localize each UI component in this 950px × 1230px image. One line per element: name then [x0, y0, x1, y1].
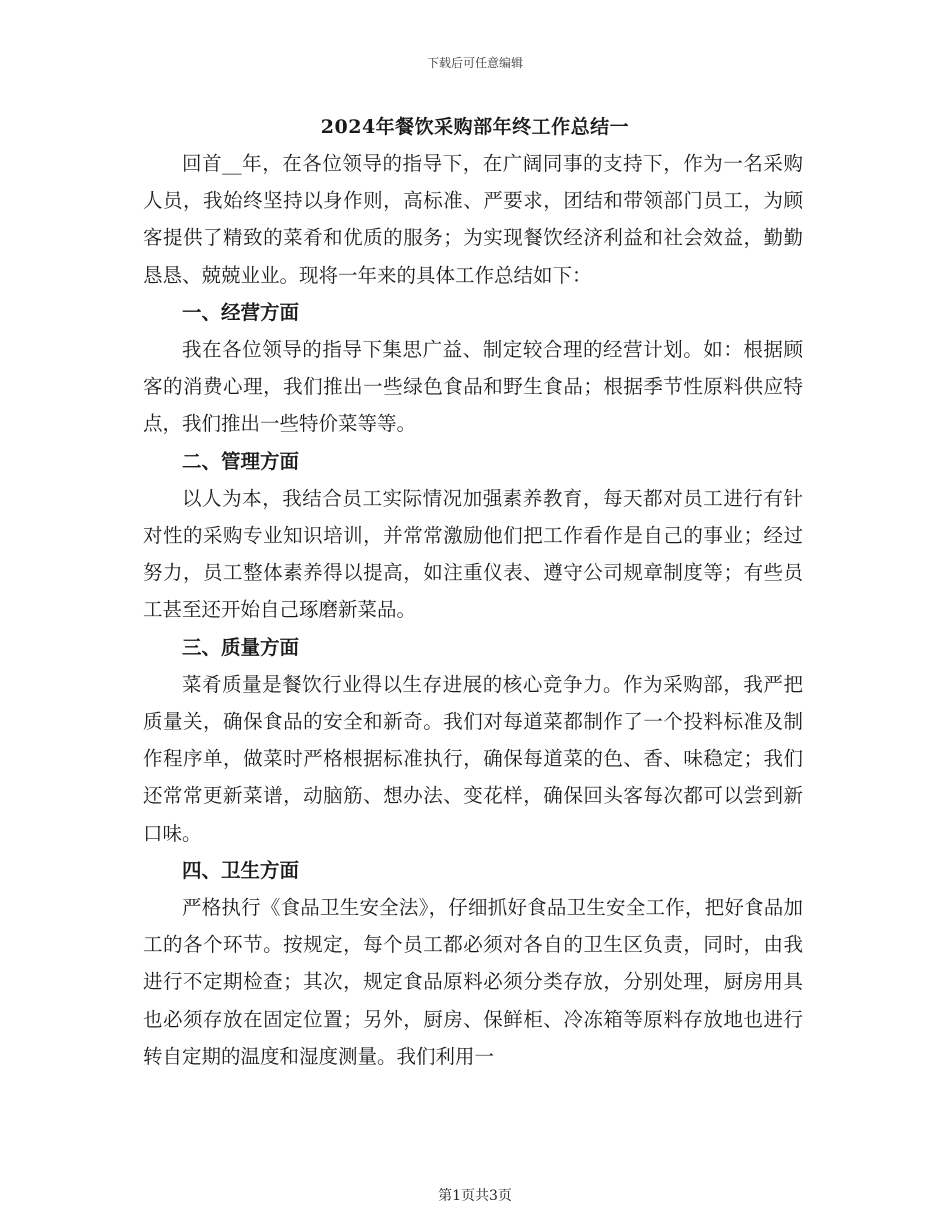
- section-text-management: 以人为本，我结合员工实际情况加强素养教育，每天都对员工进行有针对性的采购专业知识培训，并常常激励他们把工作看作是自己的事业；经过努力，员工整体素养得以提高，如注重仪表、遵守公司规章制度等；有些员工甚至还开始自己琢磨新菜品。: [143, 486, 803, 622]
- page-number-footer: 第1页共3页: [438, 1188, 512, 1204]
- document-body: [143, 145, 803, 1075]
- page-header-note: 下载后可任意编辑: [426, 56, 523, 70]
- section-text-hygiene: 严格执行《食品卫生安全法》，仔细抓好食品卫生安全工作，把好食品加工的各个环节。按规定，每个员工都必须对各自的卫生区负责，同时，由我进行不定期检查；其次，规定食品原料必须分类存放，分别处理，厨房用具也必须存放在固定位置；另外，厨房、保鲜柜、冷冻箱等原料存放地也进行转自定期的温度和湿度测量。我们利用一: [143, 896, 803, 1068]
- section-text-operations: 我在各位领导的指导下集思广益、制定较合理的经营计划。如：根据顾客的消费心理，我们推出一些绿色食品和野生食品；根据季节性原料供应特点，我们推出一些特价菜等等。: [143, 338, 803, 436]
- document-title: 2024年餐饮采购部年终工作总结一: [320, 116, 630, 138]
- section-heading-management: 二、管理方面: [182, 449, 300, 473]
- section-heading-quality: 三、质量方面: [182, 635, 300, 659]
- section-text-quality: 菜肴质量是餐饮行业得以生存进展的核心竞争力。作为采购部，我严把质量关，确保食品的安全和新奇。我们对每道菜都制作了一个投料标准及制作程序单，做菜时严格根据标准执行，确保每道菜的色、香、味稳定；我们还常常更新菜谱，动脑筋、想办法、变花样，确保回头客每次都可以尝到新口味。: [143, 672, 803, 845]
- section-heading-operations: 一、经营方面: [182, 300, 300, 324]
- section-heading-hygiene: 四、卫生方面: [182, 858, 300, 882]
- intro-paragraph: 回首__年，在各位领导的指导下，在广阔同事的支持下，作为一名采购人员，我始终坚持以身作则，高标准、严要求，团结和带领部门员工，为顾客提供了精致的菜肴和优质的服务；为实现餐饮经济利益和社会效益，勤勤恳恳、兢兢业业。现将一年来的具体工作总结如下：: [143, 152, 803, 287]
